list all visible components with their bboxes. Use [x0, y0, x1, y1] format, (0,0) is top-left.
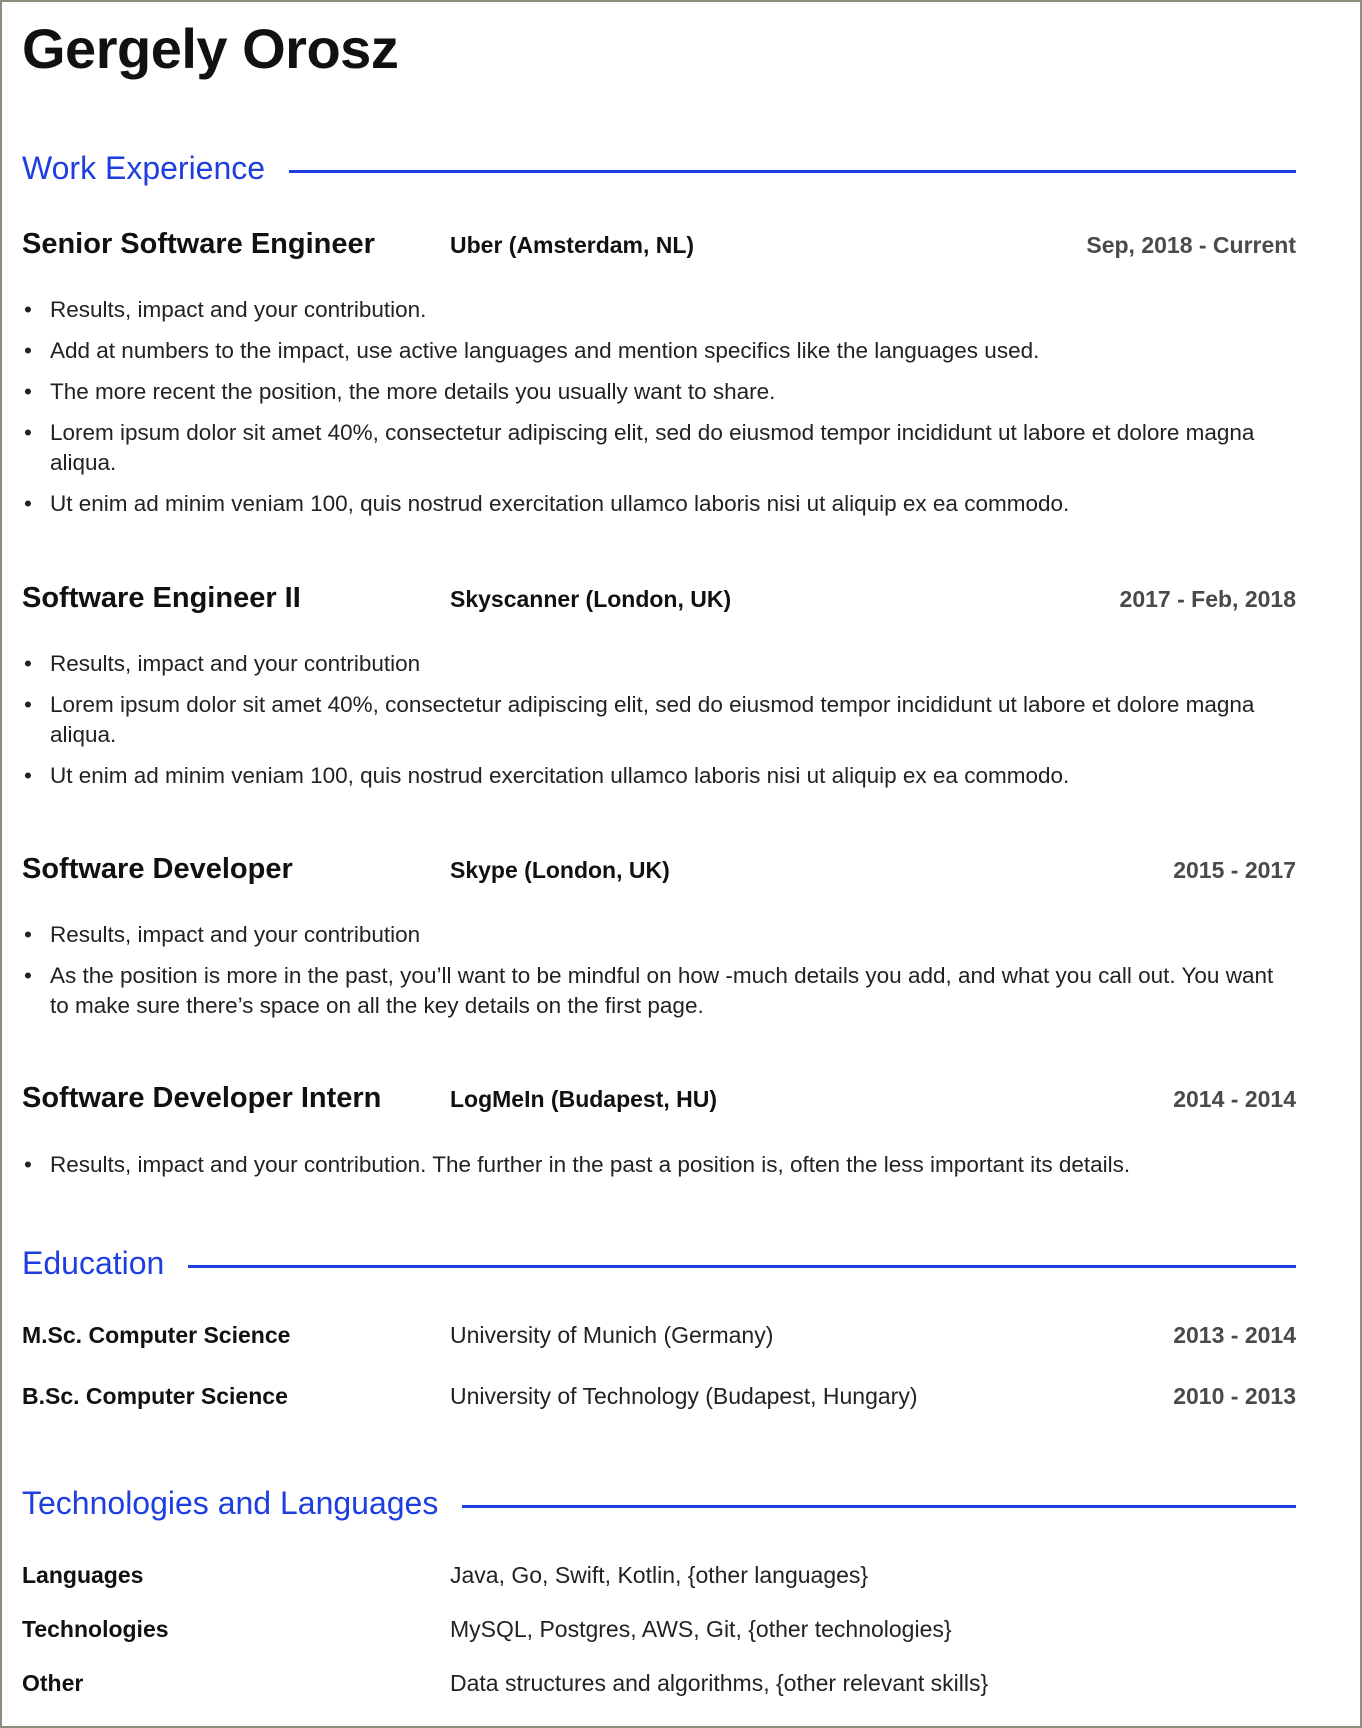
job-bullets [22, 1150, 1296, 1180]
bullet-item: • As the position is more in the past, you’ll want to be mindful on how -much details you add, and what you call out. You want to make sure there’s space on all the key details on the first page. [22, 961, 1296, 1021]
bullet-item: • Lorem ipsum dolor sit amet 40%, consectetur adipiscing elit, sed do eiusmod tempor incididunt ut labore et dolore magna aliqua. [22, 690, 1296, 750]
job-entry [22, 853, 1296, 1032]
bullet-item: • Ut enim ad minim veniam 100, quis nostrud exercitation ullamco laboris nisi ut aliquip ex ea commodo. [22, 761, 1296, 791]
section-divider [462, 1505, 1296, 1508]
job-title: Senior Software Engineer [22, 228, 375, 260]
skills-row [22, 1670, 1296, 1697]
job-company: Skype (London, UK) [450, 857, 670, 883]
job-entry [22, 582, 1296, 802]
job-bullets [22, 920, 1296, 1021]
bullet-item: • Results, impact and your contribution [22, 920, 1296, 950]
section-divider [289, 170, 1296, 173]
education-row [22, 1383, 1296, 1410]
education-degree: B.Sc. Computer Science [22, 1383, 288, 1409]
job-dates: 2017 - Feb, 2018 [1119, 586, 1296, 612]
section-title-education: Education [22, 1245, 165, 1281]
job-title: Software Engineer II [22, 582, 301, 614]
section-divider [188, 1265, 1296, 1268]
job-entry [22, 228, 1296, 530]
section-title-work: Work Experience [22, 150, 266, 186]
skills-row [22, 1562, 1296, 1589]
bullet-item: • The more recent the position, the more details you usually want to share. [22, 377, 1296, 407]
bullet-item: • Lorem ipsum dolor sit amet 40%, consectetur adipiscing elit, sed do eiusmod tempor incididunt ut labore et dolore magna aliqua. [22, 418, 1296, 478]
skills-row [22, 1616, 1296, 1643]
job-dates: 2015 - 2017 [1173, 857, 1296, 883]
job-bullets [22, 649, 1296, 791]
bullet-item: • Results, impact and your contribution. [22, 295, 1296, 325]
job-entry [22, 1082, 1296, 1191]
skills-label: Languages [22, 1562, 144, 1588]
education-header [22, 1245, 1296, 1282]
bullet-item: • Add at numbers to the impact, use active languages and mention specifics like the languages used. [22, 336, 1296, 366]
job-bullets [22, 295, 1296, 519]
job-company: Skyscanner (London, UK) [450, 586, 732, 612]
education-school: University of Munich (Germany) [450, 1322, 774, 1348]
education-dates: 2010 - 2013 [1173, 1383, 1296, 1409]
education-dates: 2013 - 2014 [1173, 1322, 1296, 1348]
education-degree: M.Sc. Computer Science [22, 1322, 291, 1348]
skills-value: MySQL, Postgres, AWS, Git, {other technologies} [450, 1616, 952, 1642]
education-school: University of Technology (Budapest, Hungary) [450, 1383, 918, 1409]
bullet-item: • Results, impact and your contribution [22, 649, 1296, 679]
job-dates: Sep, 2018 - Current [1086, 232, 1296, 258]
job-dates: 2014 - 2014 [1173, 1086, 1296, 1112]
work-experience-header [22, 150, 1296, 187]
job-title: Software Developer Intern [22, 1082, 382, 1114]
skills-label: Other [22, 1670, 84, 1696]
skills-value: Java, Go, Swift, Kotlin, {other languages} [450, 1562, 869, 1588]
technologies-header [22, 1485, 1296, 1522]
candidate-name: Gergely Orosz [22, 17, 399, 80]
skills-value: Data structures and algorithms, {other relevant skills} [450, 1670, 989, 1696]
job-title: Software Developer [22, 853, 293, 885]
bullet-item: • Ut enim ad minim veniam 100, quis nostrud exercitation ullamco laboris nisi ut aliquip ex ea commodo. [22, 489, 1296, 519]
education-row [22, 1322, 1296, 1349]
bullet-item: • Results, impact and your contribution. The further in the past a position is, often the less important its details. [22, 1150, 1296, 1180]
job-company: Uber (Amsterdam, NL) [450, 232, 695, 258]
skills-label: Technologies [22, 1616, 169, 1642]
job-company: LogMeIn (Budapest, HU) [450, 1086, 718, 1112]
section-title-technologies: Technologies and Languages [22, 1485, 439, 1521]
